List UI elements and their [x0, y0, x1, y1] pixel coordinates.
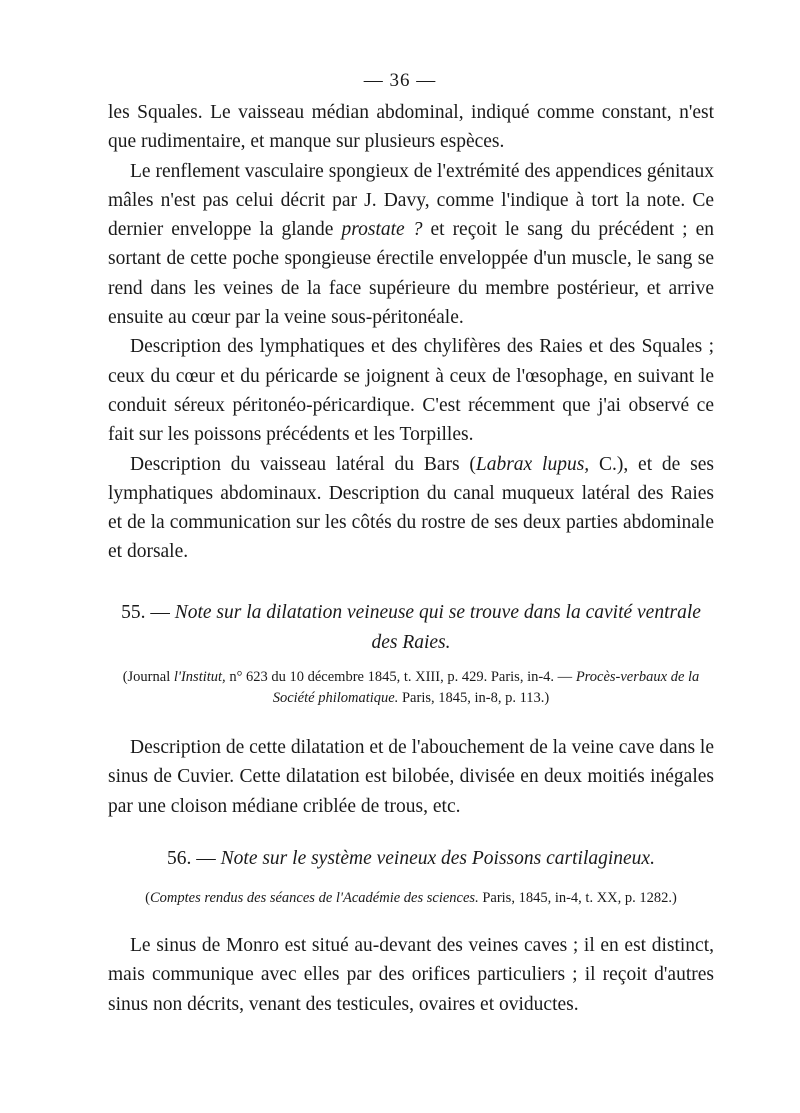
paragraph-lymphatiques: Description des lymphatiques et des chylifères des Raies et des Squales ; ceux du cœur et du péricarde se joignent à ceux de l'œsophage, en suivant le conduit séreux péritonéo-péricardique. C'est récemment que j'ai observé ce fait sur les poissons précédents et les Torpilles. [108, 336, 714, 446]
intro-text [108, 98, 714, 567]
section-56-title: 56. — Note sur le système veineux des Poissons cartilagineux. [167, 848, 655, 869]
section-56-body: Le sinus de Monro est situé au-devant des veines caves ; il en est distinct, mais communique avec elles par des orifices particuliers ; il reçoit d'autres sinus non décrits, venant des testicules, ovaires et oviductes. [108, 935, 714, 1015]
paragraph-vaisseau-lateral: Description du vaisseau latéral du Bars (Labrax lupus, C.), et de ses lymphatiques abdominaux. Description du canal muqueux latéral des Raies et de la communication sur les côtés du rostre de ses deux parties abdominale et dorsale. [108, 453, 714, 563]
section-55-reference: (Journal l'Institut, n° 623 du 10 décembre 1845, t. XIII, p. 429. Paris, in-4. — Procès-verbaux de la Société philomatique. Paris, 1845, in-8, p. 113.) [122, 669, 700, 706]
page-number: — 36 — [363, 70, 437, 91]
paragraph-squales: les Squales. Le vaisseau médian abdominal, indiqué comme constant, n'est que rudimentaire, et manque sur plusieurs espèces. [108, 102, 714, 153]
paragraph-renflement: Le renflement vasculaire spongieux de l'extrémité des appendices génitaux mâles n'est pas celui décrit par J. Davy, comme l'indique à tort la note. Ce dernier enveloppe la glande prostate ? et reçoit le sang du précédent ; en sortant de cette poche spongieuse érectile enveloppée d'un muscle, le sang se rend dans les veines de la face supérieure du membre postérieur, et arrive ensuite au cœur par la veine sous-péritonéale. [108, 160, 714, 329]
section-55-title: 55. — Note sur la dilatation veineuse qui se trouve dans la cavité ventrale des Raies. [121, 602, 701, 653]
section-56-reference: (Comptes rendus des séances de l'Académie des sciences. Paris, 1845, in-4, t. XX, p. 1282.) [145, 890, 677, 906]
section-55-body: Description de cette dilatation et de l'abouchement de la veine cave dans le sinus de Cuvier. Cette dilatation est bilobée, divisée en deux moitiés inégales par une cloison médiane criblée de trous, etc. [108, 737, 714, 817]
